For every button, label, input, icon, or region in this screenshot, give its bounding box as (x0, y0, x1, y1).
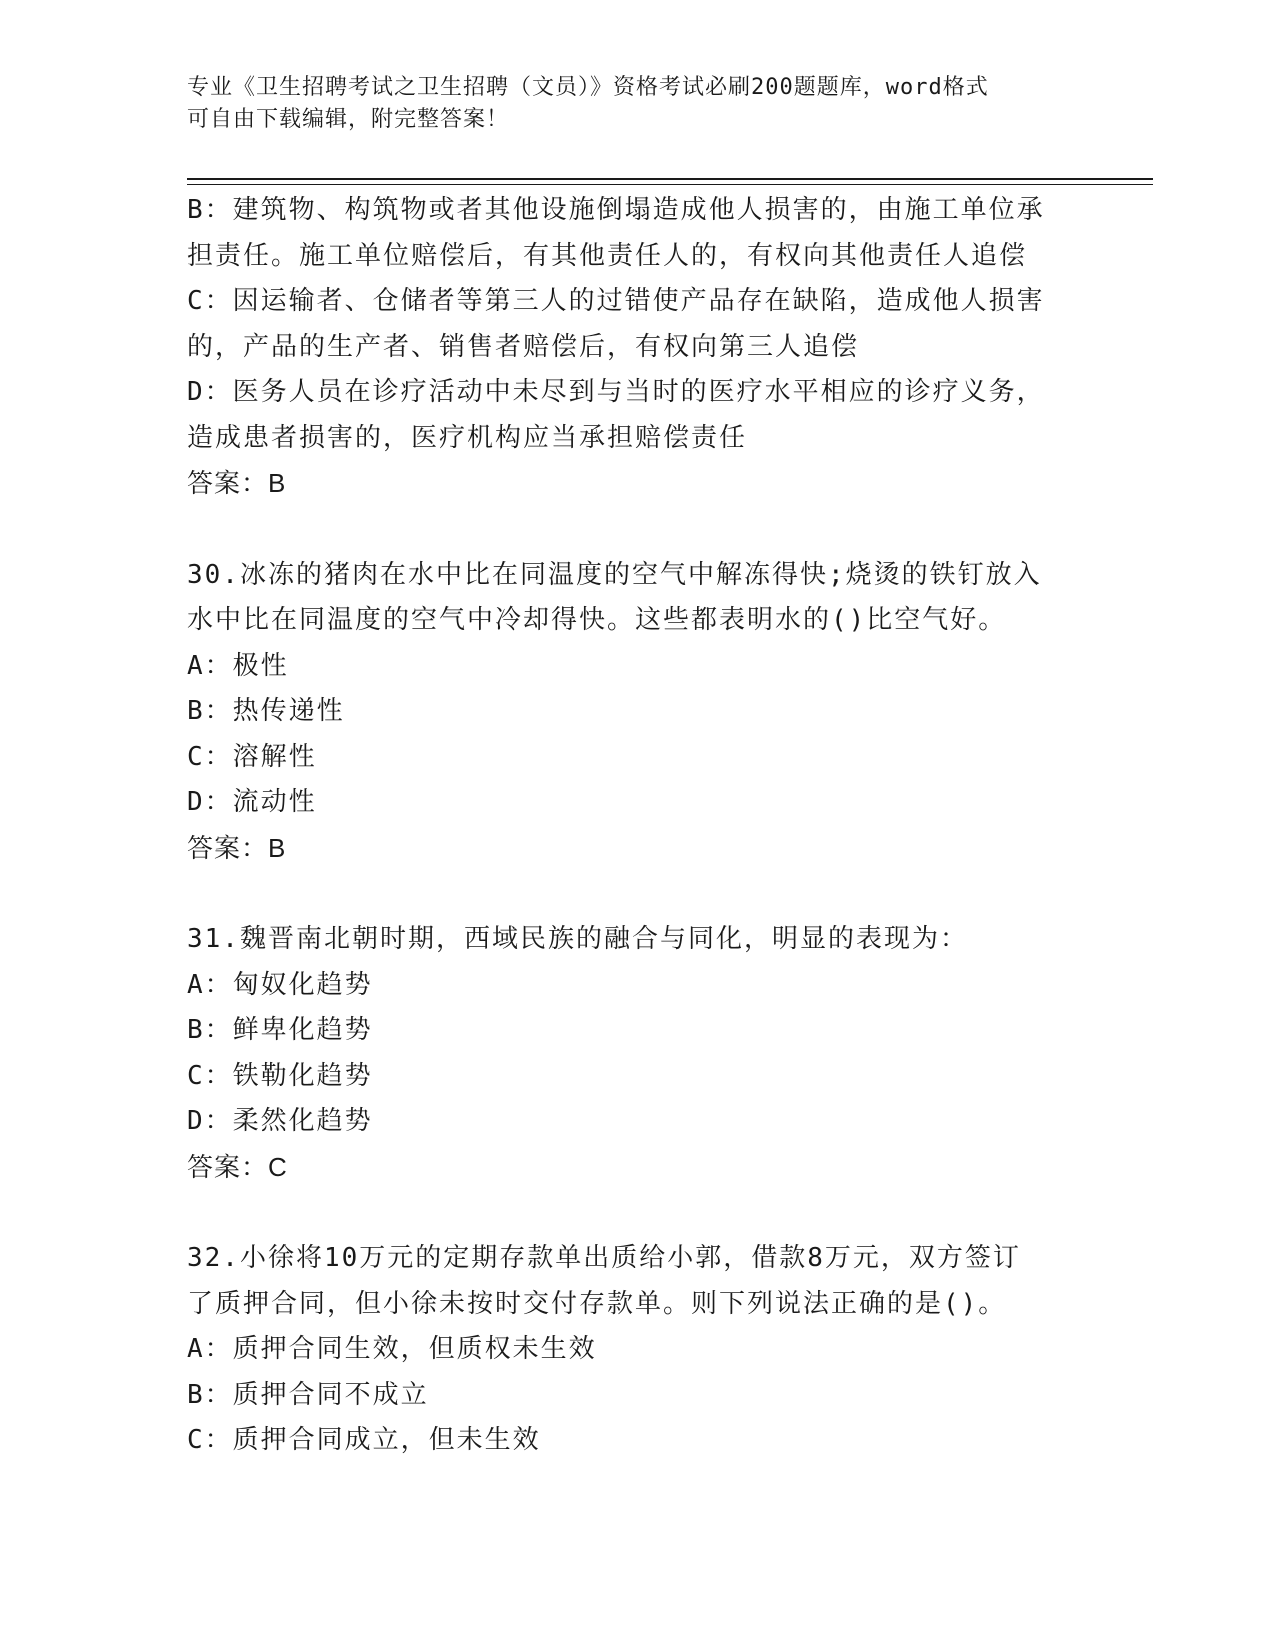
option-b: B：热传递性 (187, 696, 345, 726)
question-31 (187, 917, 1087, 1190)
question-30 (187, 553, 1087, 872)
document-body (187, 188, 1087, 1464)
option-text-line: C：因运输者、仓储者等第三人的过错使产品存在缺陷，造成他人损害 (187, 286, 1045, 316)
question-stem-line: 32.小徐将10万元的定期存款单出质给小郭，借款8万元，双方签订 (187, 1243, 1021, 1273)
option-a: A：极性 (187, 650, 289, 681)
answer-line: 答案：C (187, 1151, 288, 1182)
option-text-line: 担责任。施工单位赔偿后，有其他责任人的，有权向其他责任人追偿 (187, 240, 1028, 271)
option-c: C：铁勒化趋势 (187, 1060, 373, 1091)
question-32 (187, 1236, 1087, 1464)
question-stem-line: 水中比在同温度的空气中冷却得快。这些都表明水的()比空气好。 (187, 605, 1007, 635)
option-a: A：质押合同生效，但质权未生效 (187, 1334, 597, 1364)
header-rule-thin (187, 184, 1153, 185)
answer-line: 答案：B (187, 832, 287, 863)
option-b: B：质押合同不成立 (187, 1379, 429, 1410)
header-title-line-1: 专业《卫生招聘考试之卫生招聘（文员）》资格考试必刷200题题库，word格式 (187, 75, 989, 100)
option-b: B：鲜卑化趋势 (187, 1015, 373, 1045)
option-text-line: 的，产品的生产者、销售者赔偿后，有权向第三人追偿 (187, 331, 860, 362)
answer-line: 答案：B (187, 468, 287, 498)
question-gap (187, 871, 1087, 917)
option-text-line: D：医务人员在诊疗活动中未尽到与当时的医疗水平相应的诊疗义务， (187, 377, 1045, 407)
question-29-continuation (187, 188, 1087, 507)
question-gap (187, 507, 1087, 553)
option-c: C：溶解性 (187, 741, 317, 772)
question-gap (187, 1190, 1087, 1236)
question-stem-line: 30.冰冻的猪肉在水中比在同温度的空气中解冻得快;烧烫的铁钉放入 (187, 559, 1042, 590)
page-header (187, 72, 1087, 136)
option-text-line: 造成患者损害的，医疗机构应当承担赔偿责任 (187, 422, 748, 453)
option-a: A：匈奴化趋势 (187, 969, 373, 1000)
option-text-line: B：建筑物、构筑物或者其他设施倒塌造成他人损害的，由施工单位承 (187, 195, 1045, 225)
option-d: D：流动性 (187, 787, 317, 817)
header-title-line-2: 可自由下载编辑，附完整答案！ (187, 107, 510, 132)
question-stem-line: 31.魏晋南北朝时期，西域民族的融合与同化，明显的表现为： (187, 924, 968, 954)
question-stem-line: 了质押合同，但小徐未按时交付存款单。则下列说法正确的是()。 (187, 1288, 1007, 1319)
option-c: C：质押合同成立，但未生效 (187, 1425, 541, 1455)
header-rule (187, 178, 1153, 180)
option-d: D：柔然化趋势 (187, 1106, 373, 1136)
